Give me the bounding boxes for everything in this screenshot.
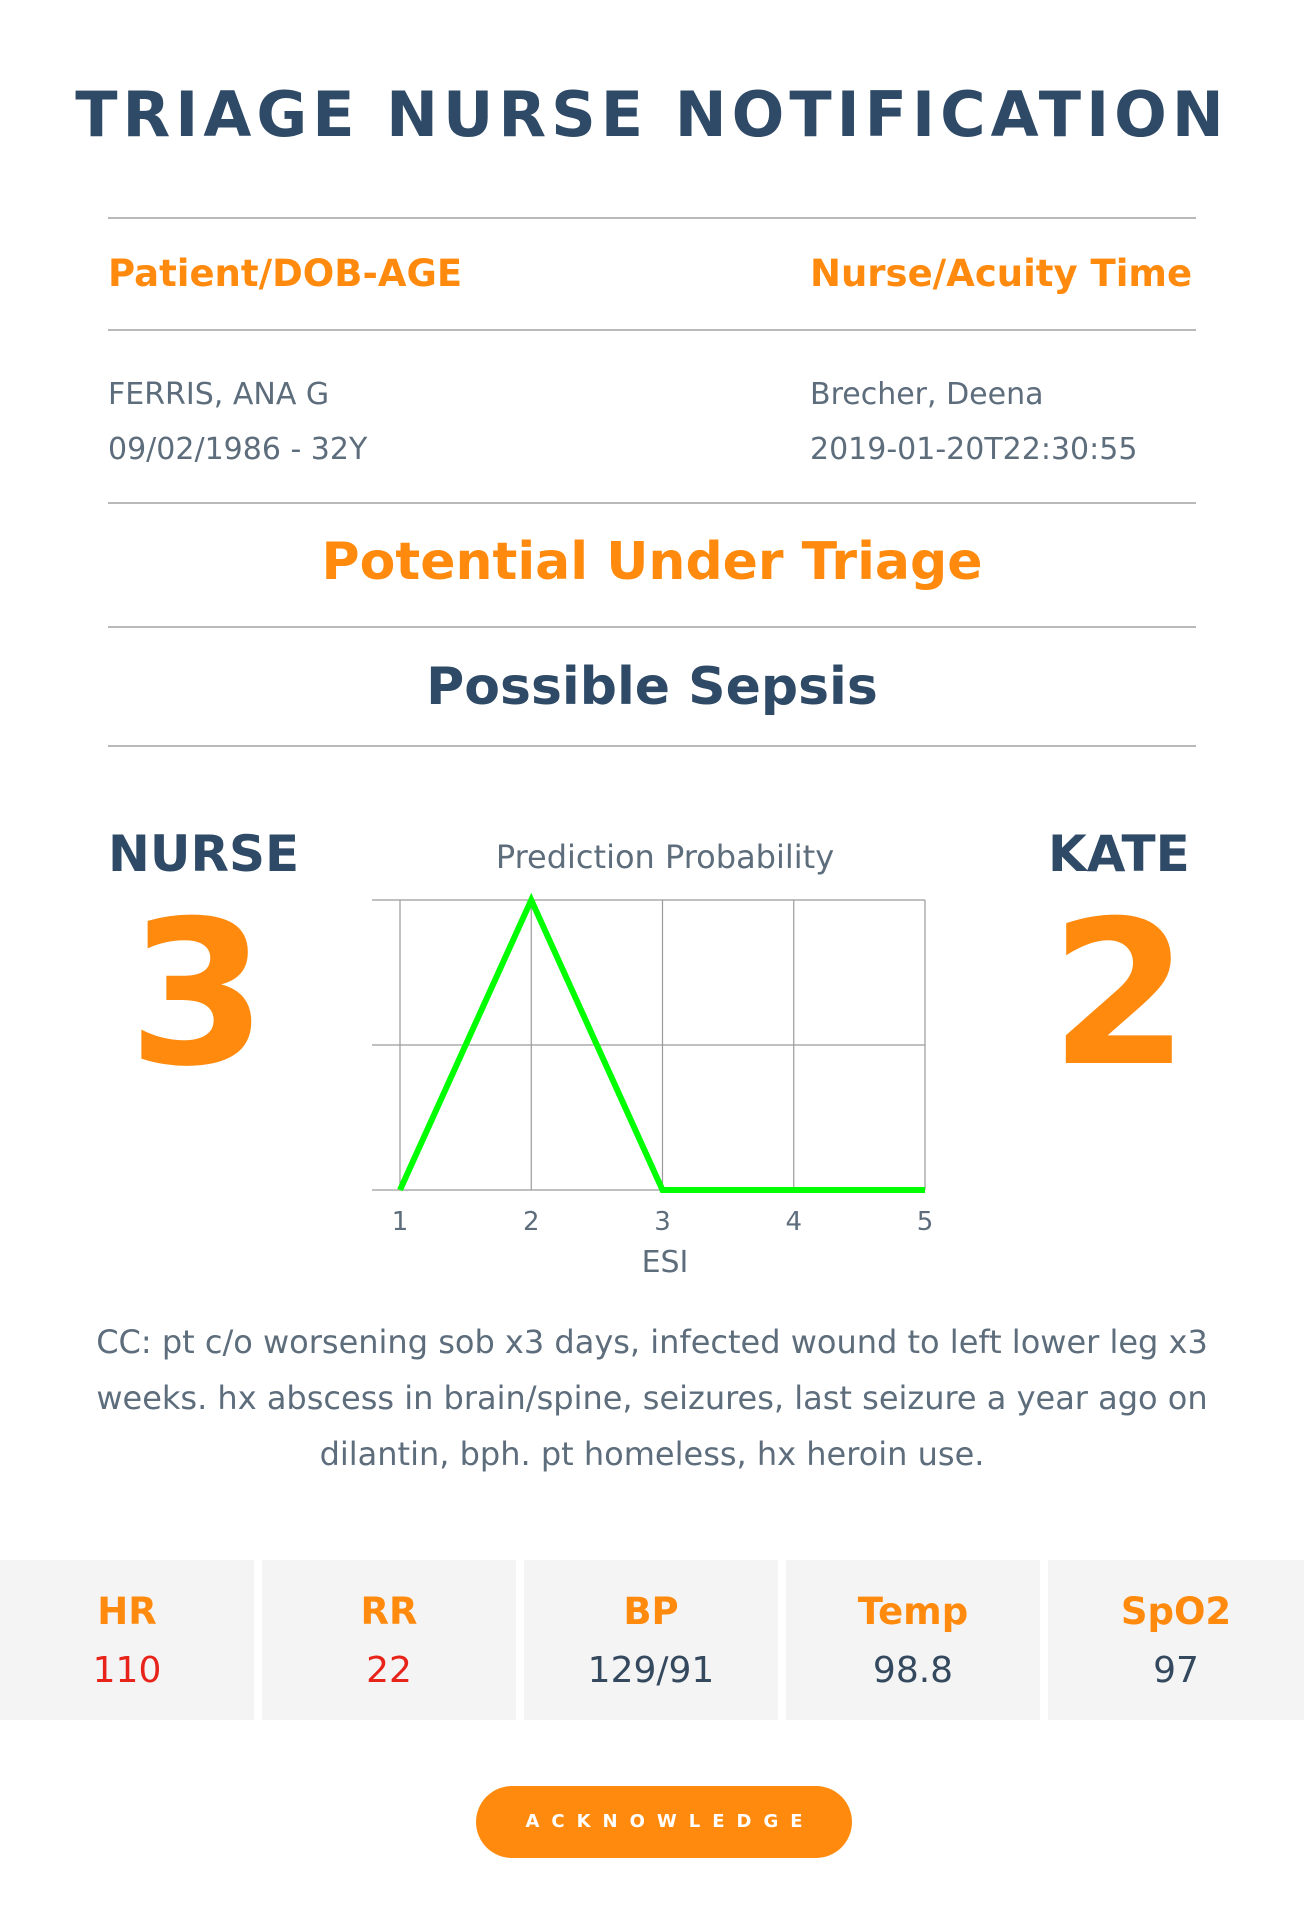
chart-title: Prediction Probability	[495, 838, 835, 876]
divider	[108, 745, 1196, 747]
alert-heading: Potential Under Triage	[321, 532, 983, 592]
vital-value: 98.8	[872, 1650, 954, 1691]
divider	[108, 329, 1196, 331]
chief-complaint-text: CC: pt c/o worsening sob x3 days, infected wound to left lower leg x3 weeks. hx abscess in brain/spine, seizures, last seizure a year ago on dilantin, bph. pt homeless, hx heroin use.	[96, 1323, 1208, 1473]
nurse-score-value: 3	[128, 878, 268, 1111]
chart-x-tick-label: 3	[654, 1207, 671, 1237]
kate-score-value: 2	[1050, 878, 1190, 1111]
vital-label: HR	[97, 1590, 157, 1633]
vital-temp	[786, 1560, 1040, 1720]
vital-spo2	[1048, 1560, 1304, 1720]
vital-value: 97	[1153, 1650, 1199, 1691]
acuity-time: 2019-01-20T22:30:55	[810, 432, 1138, 467]
chart-x-tick-label: 5	[916, 1207, 934, 1237]
divider	[108, 217, 1196, 219]
chart-x-tick-label: 2	[522, 1207, 540, 1237]
kate-score-label: KATE	[1048, 825, 1190, 883]
vital-bp	[524, 1560, 778, 1720]
vital-value: 22	[366, 1650, 412, 1691]
nurse-header-label: Nurse/Acuity Time	[810, 252, 1193, 295]
chart-x-tick-label: 1	[391, 1207, 409, 1237]
vital-label: RR	[360, 1590, 418, 1633]
vital-value: 110	[92, 1650, 162, 1691]
chart-x-tick-label: 4	[785, 1207, 803, 1237]
page-title: TRIAGE NURSE NOTIFICATION	[75, 78, 1229, 151]
patient-header-label: Patient/DOB-AGE	[108, 252, 463, 295]
prediction-probability-chart	[360, 835, 950, 1285]
vitals-panel	[0, 1560, 1304, 1720]
vital-label: BP	[623, 1590, 679, 1633]
divider	[108, 626, 1196, 628]
acknowledge-button[interactable]: ACKNOWLEDGE	[476, 1786, 852, 1858]
diagnosis-heading: Possible Sepsis	[426, 657, 878, 717]
patient-name: FERRIS, ANA G	[108, 377, 330, 412]
patient-dob-age: 09/02/1986 - 32Y	[108, 432, 368, 467]
vital-label: SpO2	[1120, 1590, 1232, 1633]
divider	[108, 502, 1196, 504]
vital-hr	[0, 1560, 254, 1720]
nurse-score-label: NURSE	[108, 825, 300, 883]
chart-x-axis-label: ESI	[641, 1245, 689, 1280]
vital-value: 129/91	[587, 1650, 715, 1691]
vital-label: Temp	[857, 1590, 969, 1633]
vital-rr	[262, 1560, 516, 1720]
nurse-name: Brecher, Deena	[810, 377, 1044, 412]
